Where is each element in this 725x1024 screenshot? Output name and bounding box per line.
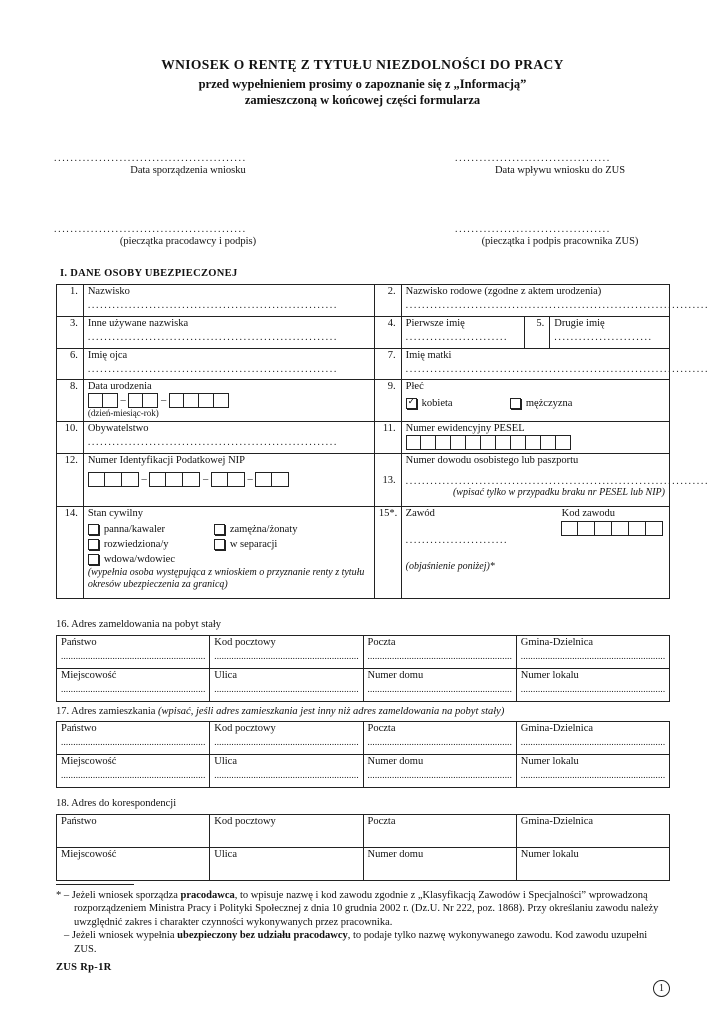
dash: – [141, 473, 147, 485]
citizenship-input-line[interactable]: ............................................................. [87, 437, 338, 448]
female-label: kobieta [421, 398, 453, 409]
field-number: 4. [374, 317, 401, 349]
dash: – [160, 394, 167, 406]
pesel-label: Numer ewidencyjny PESEL [405, 423, 525, 434]
nip-field[interactable] [83, 454, 374, 507]
field-number: 9. [374, 380, 401, 422]
pesel-field[interactable] [401, 422, 669, 454]
occupation-code-label: Kod zawodu [561, 508, 615, 519]
date-received-caption: Data wpływu wniosku do ZUS [494, 165, 626, 176]
zus-stamp-caption: (pieczątka i podpis pracownika ZUS) [481, 236, 639, 247]
marital-status-hint: (wypełnia osoba występująca z wnioskiem o przyznanie renty z tytułu okresów ubezpieczenia za granicą) [87, 567, 365, 590]
date-filled-caption: Data sporządzenia wniosku [130, 165, 246, 176]
address-table-registered [56, 635, 670, 702]
divorced-label: rozwiedziona/y [103, 539, 169, 550]
birth-date-field[interactable] [83, 380, 374, 422]
first-name-label: Pierwsze imię [405, 318, 465, 329]
country-field[interactable]: Państwo [57, 815, 210, 848]
section-heading: I. DANE OSOBY UBEZPIECZONEJ [60, 268, 238, 279]
birth-date-hint: (dzień-miesiąc-rok) [87, 408, 159, 418]
female-checkbox[interactable] [406, 398, 417, 409]
surname-field[interactable] [83, 285, 374, 317]
mother-name-input-line[interactable]: .......................................................................... [405, 364, 710, 375]
single-checkbox[interactable] [88, 524, 99, 535]
father-name-label: Imię ojca [87, 350, 128, 361]
birth-day-boxes[interactable] [88, 393, 118, 408]
second-name-field[interactable] [550, 317, 670, 349]
occupation-label: Zawód [405, 508, 435, 519]
other-surnames-input-line[interactable]: ............................................................. [87, 332, 338, 343]
second-name-input-line[interactable]: ........................ [554, 332, 653, 343]
country-field[interactable]: Państwo ........................................................... [57, 636, 210, 669]
birth-year-boxes[interactable] [169, 393, 229, 408]
field-number: 12. [57, 454, 84, 507]
post-office-field[interactable]: Poczta ........................................................... [363, 722, 516, 755]
married-checkbox[interactable] [214, 524, 225, 535]
first-name-input-line[interactable]: ......................... [405, 332, 509, 343]
surname-label: Nazwisko [87, 286, 130, 297]
house-number-field[interactable]: Numer domu ........................................................... [363, 669, 516, 702]
date-received-field[interactable]: ...................................... [455, 153, 611, 164]
postcode-field[interactable]: Kod pocztowy ........................................................... [210, 636, 363, 669]
field-number: 3. [57, 317, 84, 349]
field-number: 8. [57, 380, 84, 422]
nip-label: Numer Identyfikacji Podatkowej NIP [87, 455, 245, 466]
field-number: 6. [57, 349, 84, 380]
employer-stamp-caption: (pieczątka pracodawcy i podpis) [119, 236, 257, 247]
address-heading-correspondence: 18. Adres do korespondencji [56, 798, 177, 809]
field-number: 15*. [374, 507, 401, 599]
single-label: panna/kawaler [103, 524, 166, 535]
form-subtitle-2: zamieszczoną w końcowej części formularza [244, 93, 481, 107]
field-number: 7. [374, 349, 401, 380]
divorced-checkbox[interactable] [88, 539, 99, 550]
flat-number-field[interactable]: Numer lokalu ........................................................... [516, 755, 669, 788]
field-number: 14. [57, 507, 84, 599]
date-filled-field[interactable]: ............................................... [54, 153, 247, 164]
id-document-input-line[interactable]: .......................................................................... [405, 476, 710, 487]
country-field[interactable]: Państwo ........................................................... [57, 722, 210, 755]
nip-boxes-2[interactable] [149, 472, 200, 487]
address-heading-residence: 17. Adres zamieszkania (wpisać, jeśli adres zamieszkania jest inny niż adres zameldowania na pobyt stały) [56, 706, 505, 717]
id-document-hint: (wpisać tylko w przypadku braku nr PESEL lub NIP) [452, 487, 665, 498]
occupation-field[interactable] [401, 507, 669, 599]
nip-boxes-3[interactable] [211, 472, 245, 487]
marital-status-label: Stan cywilny [87, 508, 143, 519]
surname-input-line[interactable]: ............................................................. [87, 300, 338, 311]
street-field[interactable]: Ulica ........................................................... [210, 755, 363, 788]
father-name-input-line[interactable]: ............................................................. [87, 364, 338, 375]
nip-boxes-1[interactable] [88, 472, 139, 487]
gender-label: Płeć [405, 381, 424, 392]
field-number: 10. [57, 422, 84, 454]
commune-field[interactable]: Gmina-Dzielnica [516, 815, 669, 848]
footnote-divider [56, 884, 134, 885]
city-field[interactable]: Miejscowość [57, 848, 210, 881]
gender-field [401, 380, 669, 422]
married-label: zamężna/żonaty [229, 524, 298, 535]
dash: – [247, 473, 253, 485]
field-number: 13. [374, 454, 401, 507]
first-name-field[interactable] [401, 317, 525, 349]
occupation-code-boxes[interactable] [561, 521, 663, 546]
second-name-label: Drugie imię [554, 318, 605, 329]
city-field[interactable]: Miejscowość ........................................................... [57, 755, 210, 788]
street-field[interactable]: Ulica ........................................................... [210, 669, 363, 702]
citizenship-label: Obywatelstwo [87, 423, 149, 434]
house-number-field[interactable]: Numer domu [363, 848, 516, 881]
id-document-label: Numer dowodu osobistego lub paszportu [405, 455, 579, 466]
father-name-field[interactable] [83, 349, 374, 380]
widowed-label: wdowa/wdowiec [103, 554, 175, 565]
personal-data-table [56, 284, 710, 599]
separated-checkbox[interactable] [214, 539, 225, 550]
zus-stamp-field[interactable]: ...................................... [455, 224, 611, 235]
flat-number-field[interactable]: Numer lokalu ........................................................... [516, 669, 669, 702]
postcode-field[interactable]: Kod pocztowy ........................................................... [210, 722, 363, 755]
address-table-residence [56, 721, 670, 788]
birth-surname-field[interactable] [401, 285, 710, 317]
commune-field[interactable]: Gmina-Dzielnica ........................................................... [516, 636, 669, 669]
citizenship-field[interactable] [83, 422, 374, 454]
house-number-field[interactable]: Numer domu ........................................................... [363, 755, 516, 788]
widowed-checkbox[interactable] [88, 554, 99, 565]
pesel-boxes[interactable] [406, 435, 571, 450]
address-table-correspondence [56, 814, 670, 881]
mother-name-label: Imię matki [405, 350, 452, 361]
mother-name-field[interactable] [401, 349, 710, 380]
form-subtitle: przed wypełnieniem prosimy o zapoznanie się z „Informacją” [198, 77, 527, 91]
marital-status-field [83, 507, 374, 599]
male-label: mężczyzna [525, 398, 573, 409]
birth-date-label: Data urodzenia [87, 381, 152, 392]
other-surnames-label: Inne używane nazwiska [87, 318, 189, 329]
form-code: ZUS Rp-1R [56, 962, 112, 973]
city-field[interactable]: Miejscowość ........................................................... [57, 669, 210, 702]
flat-number-field[interactable]: Numer lokalu [516, 848, 669, 881]
post-office-field[interactable]: Poczta ........................................................... [363, 636, 516, 669]
birth-month-boxes[interactable] [128, 393, 158, 408]
post-office-field[interactable]: Poczta [363, 815, 516, 848]
occupation-hint: (objaśnienie poniżej)* [405, 561, 495, 572]
other-surnames-field[interactable] [83, 317, 374, 349]
address-heading-registered: 16. Adres zameldowania na pobyt stały [56, 619, 222, 630]
id-document-field[interactable] [401, 454, 710, 507]
form-title: WNIOSEK O RENTĘ Z TYTUŁU NIEZDOLNOŚCI DO PRACY [161, 57, 564, 72]
birth-surname-input-line[interactable]: .......................................................................... [405, 300, 710, 311]
footnote: * – Jeżeli wniosek sporządza pracodawca, to wpisuje nazwę i kod zawodu zgodnie z „Klasyfikacją Zawodów i Specjalności” wprowadzoną rozporządzeniem Ministra Pracy i Polityki Społecznej z dnia 10 grudnia 2002 r. (Dz.U. Nr 222, poz. 1868). Przy określaniu zawodu należy uwzględnić zakres i charakter czynności wykonywanych przez pracownika. – Jeżeli wniosek wypełnia ubezpieczony bez udziału pracodawcy, to podaje tylko nazwę wykonywanego zawodu. Kod zawodu uzupełni ZUS. [56, 890, 659, 955]
field-number: 2. [374, 285, 401, 317]
street-field[interactable]: Ulica [210, 848, 363, 881]
dash: – [202, 473, 209, 485]
birth-surname-label: Nazwisko rodowe (zgodne z aktem urodzenia) [405, 286, 602, 297]
postcode-field[interactable]: Kod pocztowy [210, 815, 363, 848]
male-checkbox[interactable] [510, 398, 521, 409]
field-number: 11. [374, 422, 401, 454]
dash: – [120, 394, 126, 406]
nip-boxes-4[interactable] [255, 472, 289, 487]
field-number: 1. [57, 285, 84, 317]
employer-stamp-field[interactable]: ............................................... [54, 224, 247, 235]
separated-label: w separacji [229, 539, 278, 550]
page-number: 1 [653, 980, 670, 997]
occupation-input-line[interactable]: ......................... [405, 535, 509, 546]
field-number: 5. [525, 317, 550, 349]
commune-field[interactable]: Gmina-Dzielnica ........................................................... [516, 722, 669, 755]
